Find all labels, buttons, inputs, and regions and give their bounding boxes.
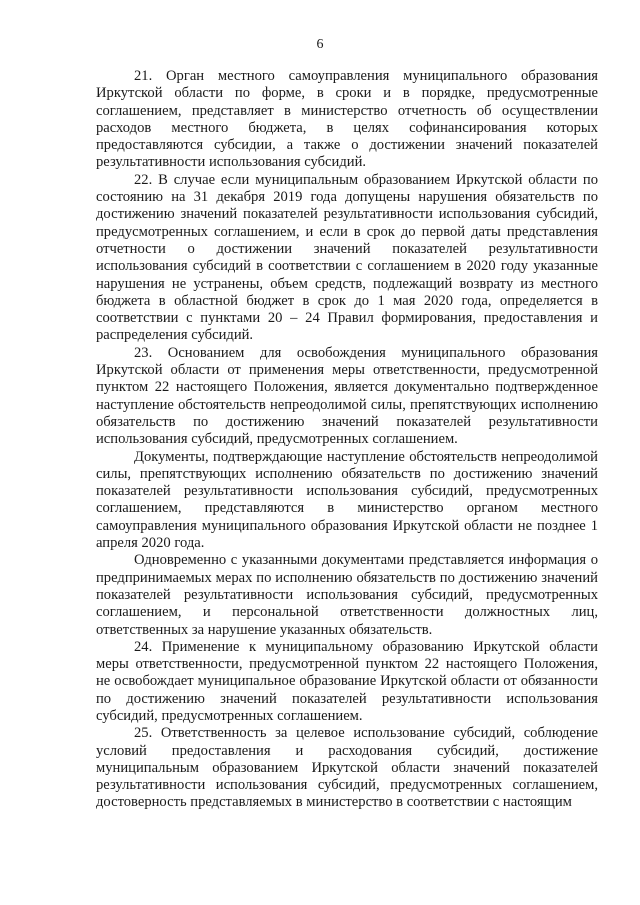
page-number: 6 [316,37,324,52]
document-body [96,68,598,812]
paragraph-23: 23. Основанием для освобождения муниципального образования Иркутской области от применения меры ответственности, предусмотренной пунктом 22 настоящего Положения, является документально подтвержденное наступление обстоятельств непреодолимой силы, препятствующих исполнению обязательств по достижению значений показателей результативности использования субсидий, предусмотренных соглашением. [96,344,598,448]
paragraph-25: 25. Ответственность за целевое использование субсидий, соблюдение условий предоставления и расходования субсидий, достижение муниципальным образованием Иркутской области значений показателей результативности использования субсидий, предусмотренных соглашением, достоверность представляемых в министерство в соответствии с настоящим [96,725,598,811]
paragraph-23-information: Одновременно с указанными документами представляется информация о предпринимаемых мерах по исполнению обязательств по достижению значений показателей результативности использования субсидий, предусмотренных соглашением, и персональной ответственности должностных лиц, ответственных за нарушение указанных обязательств. [96,552,598,638]
paragraph-24: 24. Применение к муниципальному образованию Иркутской области меры ответственности, предусмотренной пунктом 22 настоящего Положения, не освобождает муниципальное образование Иркутской области от обязанности по достижению значений показателей результативности использования субсидий, предусмотренных соглашением. [96,638,598,724]
paragraph-21: 21. Орган местного самоуправления муниципального образования Иркутской области по форме, в сроки и в порядке, предусмотренные соглашением, представляет в министерство отчетность об осуществлении расходов местного бюджета, в целях софинансирования которых предоставляются субсидии, а также о достижении значений показателей результативности использования субсидий. [96,68,598,171]
paragraph-22: 22. В случае если муниципальным образованием Иркутской области по состоянию на 31 декабря 2019 года допущены нарушения обязательств по достижению значений показателей результативности использования субсидий, предусмотренных соглашением, и если в срок до первой даты представления отчетности о достижении значений показателей результативности использования субсидий в соответствии с соглашением в 2020 году указанные нарушения не устранены, объем средств, подлежащий возврату из местного бюджета в областной бюджет в срок до 1 мая 2020 года, определяется в соответствии с пунктами 20 – 24 Правил формирования, предоставления и распределения субсидий. [96,171,598,344]
paragraph-23-documents: Документы, подтверждающие наступление обстоятельств непреодолимой силы, препятствующих исполнению обязательств по достижению значений показателей результативности использования субсидий, предусмотренных соглашением, представляются в министерство органом местного самоуправления муниципального образования Иркутской области не позднее 1 апреля 2020 года. [96,448,598,552]
